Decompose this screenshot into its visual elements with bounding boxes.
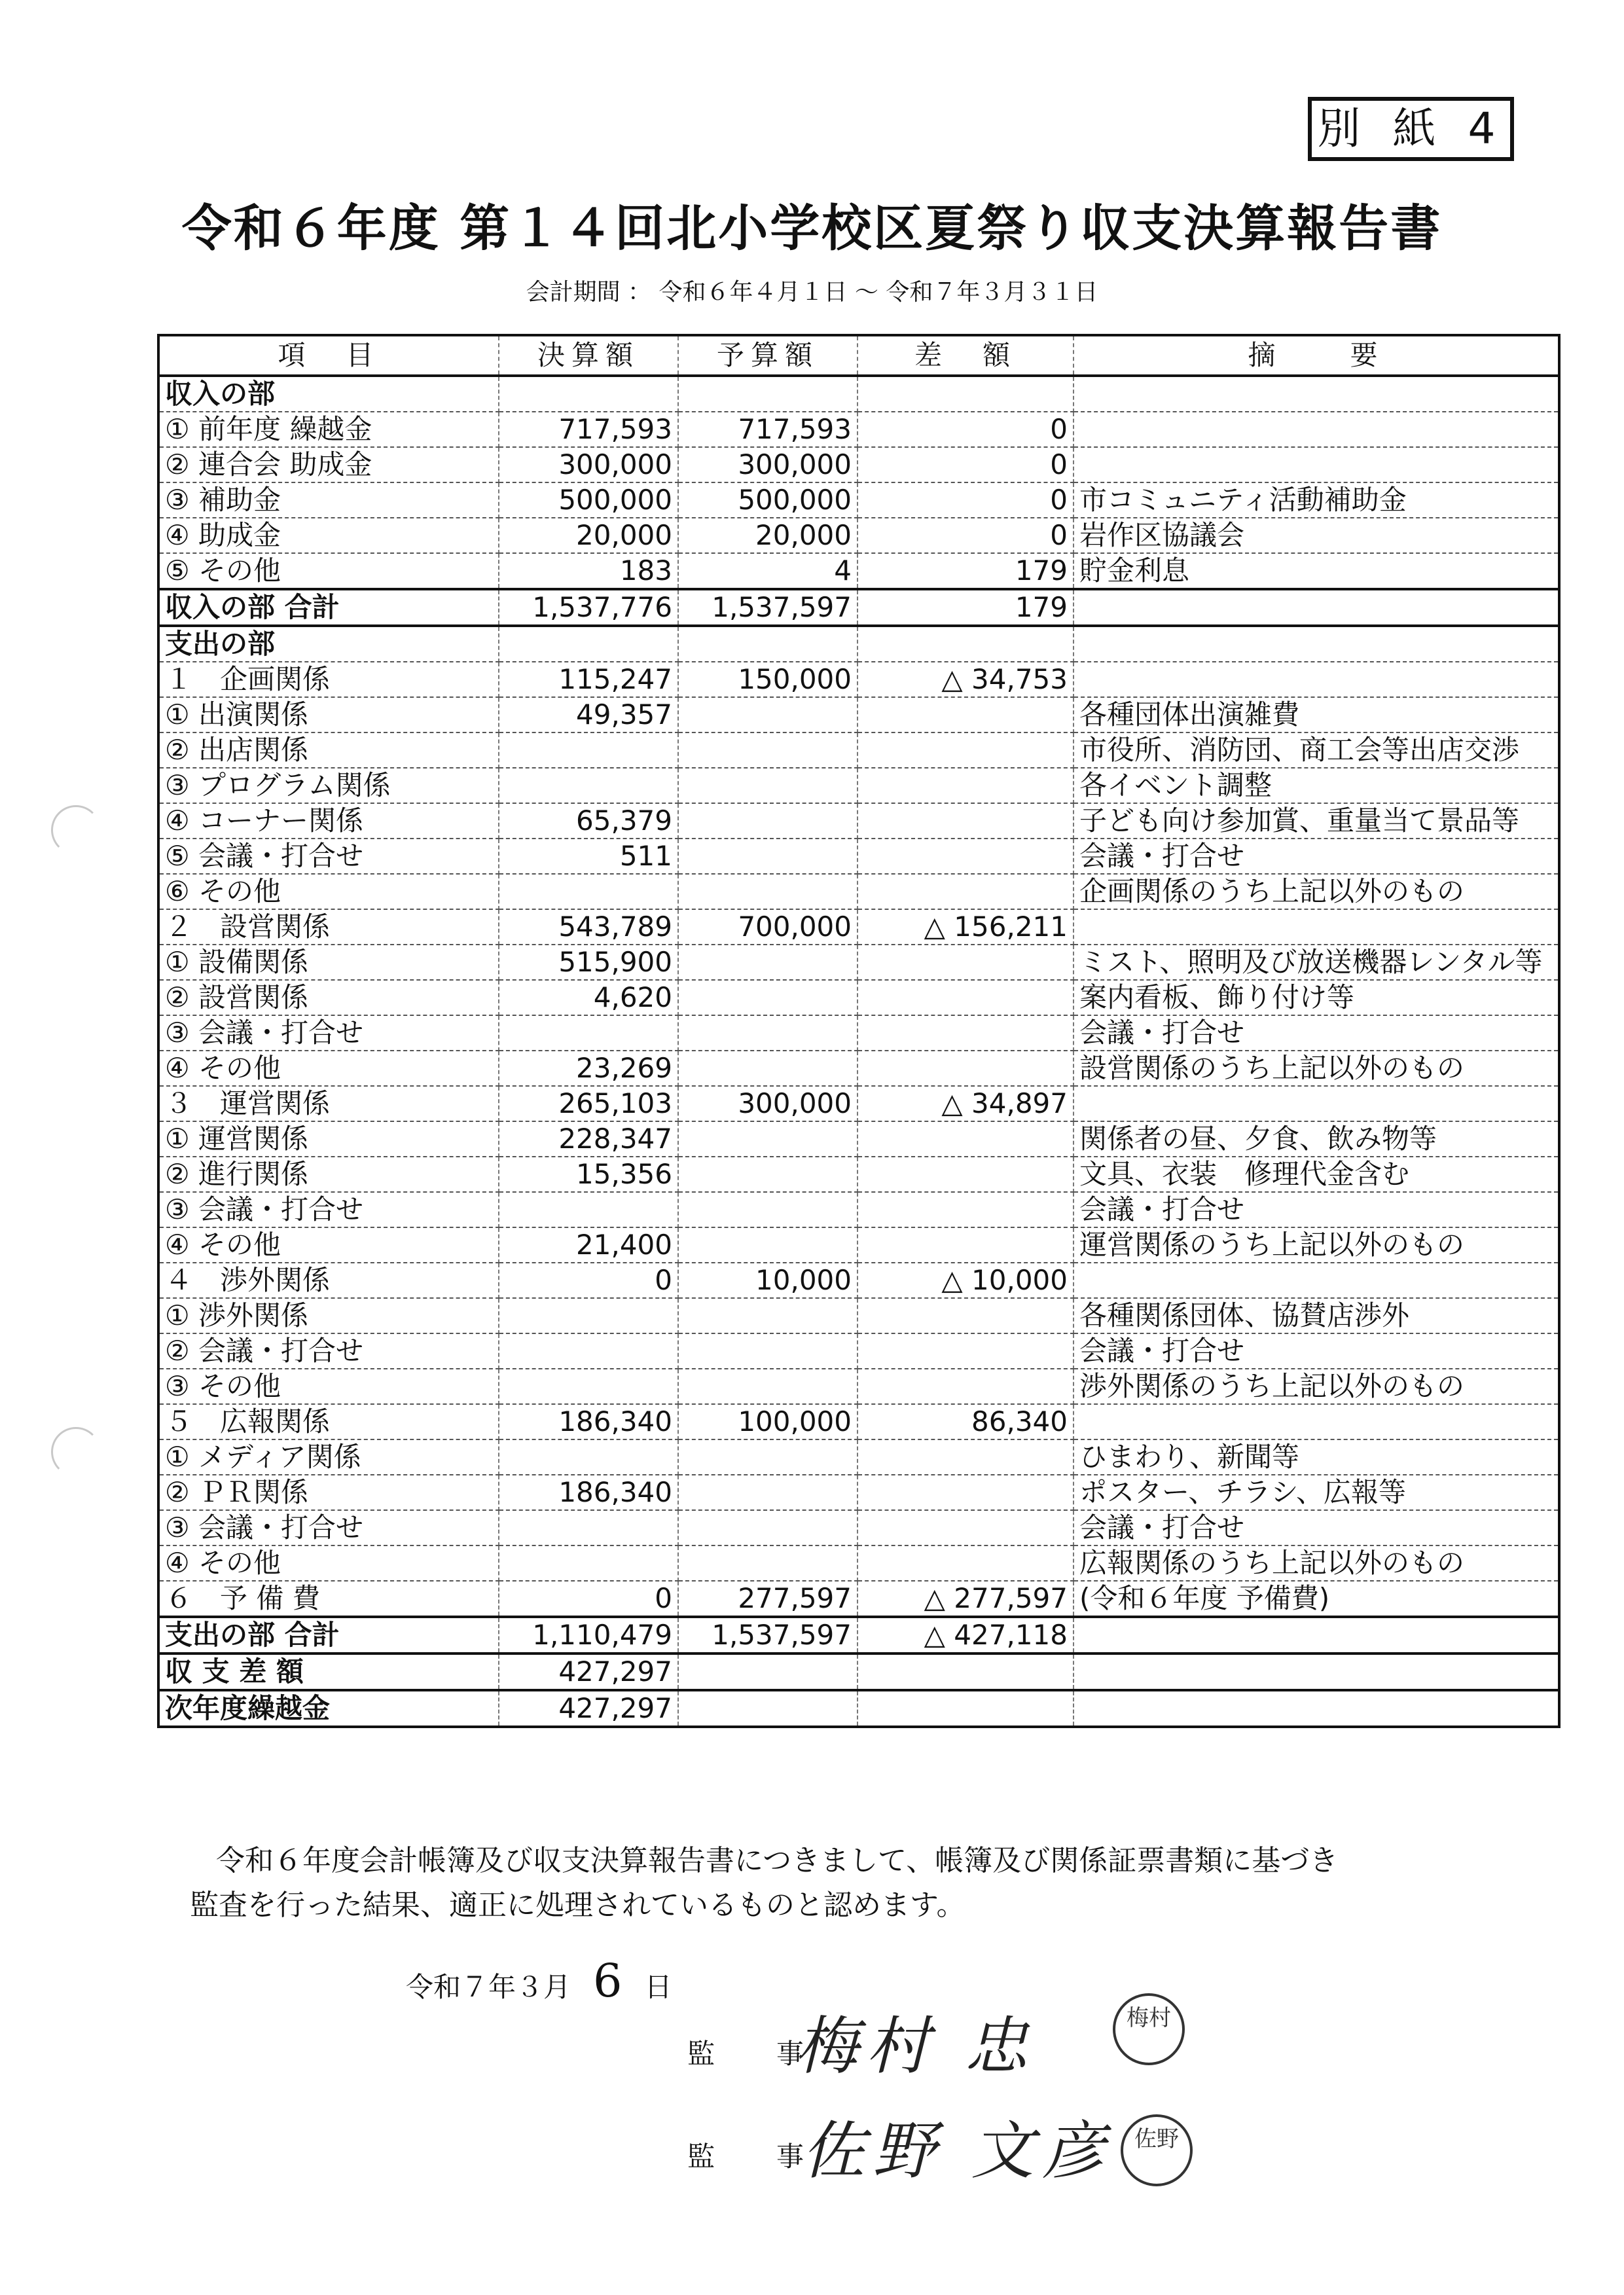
- cell-difference: [857, 697, 1074, 732]
- cell-difference: [857, 1192, 1074, 1227]
- report-title: 令和６年度 第１４回北小学校区夏祭り収支決算報告書: [181, 199, 1443, 257]
- cell-budget: 150,000: [678, 662, 857, 697]
- cell-difference: 0: [857, 412, 1074, 447]
- table-row: [158, 1333, 1559, 1369]
- cell-budget: [678, 1545, 857, 1581]
- cell-budget: [678, 803, 857, 839]
- cell-item: ⑤ 会議・打合せ: [158, 839, 499, 874]
- cell-actual: [499, 768, 678, 803]
- accounting-period: 会計期間 ： 令和６年４月１日 ～ 令和７年３月３１日: [526, 279, 1098, 306]
- cell-difference: [857, 803, 1074, 839]
- cell-item: ③ 会議・打合せ: [158, 1510, 499, 1545]
- cell-actual: 20,000: [499, 518, 678, 553]
- cell-item: ③ 補助金: [158, 482, 499, 518]
- cell-actual: 543,789: [499, 909, 678, 945]
- cell-item: ③ 会議・打合せ: [158, 1015, 499, 1051]
- cell-notes: 各種関係団体、協賛店渉外: [1074, 1298, 1559, 1333]
- table-row: [158, 1157, 1559, 1192]
- cell-budget: [678, 1333, 857, 1369]
- cell-budget: [678, 376, 857, 412]
- cell-budget: [678, 839, 857, 874]
- cell-notes: 企画関係のうち上記以外のもの: [1074, 874, 1559, 909]
- auditor-1-role: 監 事: [687, 2038, 821, 2070]
- cell-item: 支出の部: [158, 626, 499, 662]
- table-row: [158, 768, 1559, 803]
- cell-notes: 貯金利息: [1074, 553, 1559, 589]
- cell-notes: [1074, 626, 1559, 662]
- cell-difference: [857, 945, 1074, 980]
- cell-actual: [499, 1333, 678, 1369]
- cell-budget: [678, 980, 857, 1015]
- certification-date: [406, 1954, 672, 2008]
- cell-actual: [499, 1545, 678, 1581]
- cell-notes: 案内看板、飾り付け等: [1074, 980, 1559, 1015]
- cell-item: 収入の部 合計: [158, 589, 499, 626]
- cell-actual: 115,247: [499, 662, 678, 697]
- cell-item: ① 前年度 繰越金: [158, 412, 499, 447]
- cell-actual: [499, 874, 678, 909]
- cell-difference: 0: [857, 447, 1074, 482]
- table-row: [158, 1404, 1559, 1439]
- cell-difference: △ 34,753: [857, 662, 1074, 697]
- cell-budget: [678, 945, 857, 980]
- auditor-1-seal: 梅村: [1113, 1993, 1185, 2065]
- cell-difference: △ 10,000: [857, 1263, 1074, 1298]
- cell-item: ③ 会議・打合せ: [158, 1192, 499, 1227]
- table-row: [158, 412, 1559, 447]
- cell-actual: 300,000: [499, 447, 678, 482]
- table-row: [158, 1690, 1559, 1727]
- cell-item: ４ 渉外関係: [158, 1263, 499, 1298]
- cell-item: ② 連合会 助成金: [158, 447, 499, 482]
- table-row: [158, 1475, 1559, 1510]
- cell-budget: [678, 874, 857, 909]
- cell-item: ① 渉外関係: [158, 1298, 499, 1333]
- cell-difference: [857, 1227, 1074, 1263]
- cell-difference: △ 277,597: [857, 1581, 1074, 1617]
- table-row: [158, 662, 1559, 697]
- cell-item: ⑤ その他: [158, 553, 499, 589]
- cell-notes: [1074, 1690, 1559, 1727]
- cell-budget: [678, 1051, 857, 1086]
- cell-notes: 各種団体出演雑費: [1074, 697, 1559, 732]
- attachment-label: 別 紙 4: [1308, 97, 1514, 161]
- cell-item: １ 企画関係: [158, 662, 499, 697]
- table-row: [158, 697, 1559, 732]
- cell-notes: [1074, 1086, 1559, 1121]
- table-row: [158, 1510, 1559, 1545]
- cell-difference: [857, 768, 1074, 803]
- table-row: [158, 482, 1559, 518]
- table-row: [158, 626, 1559, 662]
- cell-difference: 179: [857, 589, 1074, 626]
- auditor-2-signature: 佐野 文彦: [802, 2114, 1113, 2188]
- cell-notes: [1074, 1617, 1559, 1653]
- cell-item: ② 会議・打合せ: [158, 1333, 499, 1369]
- cell-item: ④ 助成金: [158, 518, 499, 553]
- cell-item: ① メディア関係: [158, 1439, 499, 1475]
- auditor-2-role: 監 事: [687, 2141, 821, 2173]
- cell-budget: 1,537,597: [678, 589, 857, 626]
- cell-item: ⑥ その他: [158, 874, 499, 909]
- cell-actual: 0: [499, 1581, 678, 1617]
- cell-budget: [678, 1510, 857, 1545]
- cell-notes: 会議・打合せ: [1074, 1510, 1559, 1545]
- cell-notes: 会議・打合せ: [1074, 839, 1559, 874]
- table-row: [158, 1015, 1559, 1051]
- header-budget: 予算額: [678, 335, 857, 376]
- cell-notes: 渉外関係のうち上記以外のもの: [1074, 1369, 1559, 1404]
- cell-difference: [857, 980, 1074, 1015]
- cell-budget: 300,000: [678, 1086, 857, 1121]
- cell-actual: [499, 1510, 678, 1545]
- table-row: [158, 980, 1559, 1015]
- cell-actual: 183: [499, 553, 678, 589]
- cell-difference: [857, 1015, 1074, 1051]
- cell-item: ② ＰＲ関係: [158, 1475, 499, 1510]
- cell-actual: 4,620: [499, 980, 678, 1015]
- cell-difference: △ 427,118: [857, 1617, 1074, 1653]
- table-row: [158, 803, 1559, 839]
- cell-difference: 86,340: [857, 1404, 1074, 1439]
- cell-budget: 300,000: [678, 447, 857, 482]
- cell-difference: 179: [857, 553, 1074, 589]
- cell-actual: 23,269: [499, 1051, 678, 1086]
- cell-difference: [857, 1653, 1074, 1690]
- cell-budget: [678, 732, 857, 768]
- cell-notes: 市コミュニティ活動補助金: [1074, 482, 1559, 518]
- cell-budget: [678, 1227, 857, 1263]
- auditor-2-seal: 佐野: [1121, 2114, 1193, 2186]
- table-row: [158, 839, 1559, 874]
- cell-actual: [499, 1015, 678, 1051]
- cell-budget: [678, 1157, 857, 1192]
- table-row: [158, 1192, 1559, 1227]
- cell-difference: [857, 1690, 1074, 1727]
- table-row: [158, 376, 1559, 412]
- punch-hole-top: [51, 805, 101, 855]
- cell-notes: [1074, 662, 1559, 697]
- cell-budget: [678, 1475, 857, 1510]
- punch-hole-bottom: [51, 1427, 101, 1477]
- settlement-table: [157, 334, 1561, 1728]
- cell-actual: 500,000: [499, 482, 678, 518]
- header-actual: 決算額: [499, 335, 678, 376]
- cell-actual: [499, 1439, 678, 1475]
- table-row: [158, 1227, 1559, 1263]
- cell-notes: 市役所、消防団、商工会等出店交渉: [1074, 732, 1559, 768]
- cell-budget: 10,000: [678, 1263, 857, 1298]
- cell-actual: 228,347: [499, 1121, 678, 1157]
- cell-actual: 717,593: [499, 412, 678, 447]
- cell-difference: [857, 1051, 1074, 1086]
- table-row: [158, 1581, 1559, 1617]
- cell-actual: 1,537,776: [499, 589, 678, 626]
- cell-notes: 会議・打合せ: [1074, 1192, 1559, 1227]
- cell-notes: 各イベント調整: [1074, 768, 1559, 803]
- table-row: [158, 1051, 1559, 1086]
- table-row: [158, 589, 1559, 626]
- cell-budget: [678, 697, 857, 732]
- cell-item: ② 設営関係: [158, 980, 499, 1015]
- table-row: [158, 1369, 1559, 1404]
- cell-item: 収入の部: [158, 376, 499, 412]
- table-row: [158, 909, 1559, 945]
- cell-budget: 277,597: [678, 1581, 857, 1617]
- cell-budget: [678, 1192, 857, 1227]
- cell-actual: [499, 376, 678, 412]
- table-body: [158, 376, 1559, 1727]
- cell-notes: [1074, 589, 1559, 626]
- cell-actual: [499, 732, 678, 768]
- cell-notes: [1074, 1653, 1559, 1690]
- certification-line-2: 監査を行った結果、適正に処理されているものと認めます。: [190, 1888, 965, 1922]
- cell-notes: [1074, 1263, 1559, 1298]
- cell-actual: 427,297: [499, 1690, 678, 1727]
- table-row: [158, 732, 1559, 768]
- cell-actual: 427,297: [499, 1653, 678, 1690]
- cell-difference: △ 34,897: [857, 1086, 1074, 1121]
- cell-item: ③ その他: [158, 1369, 499, 1404]
- cell-actual: 0: [499, 1263, 678, 1298]
- table-row: [158, 518, 1559, 553]
- table-row: [158, 1121, 1559, 1157]
- cell-item: 収 支 差 額: [158, 1653, 499, 1690]
- table-row: [158, 1263, 1559, 1298]
- cell-budget: 500,000: [678, 482, 857, 518]
- cell-difference: [857, 1333, 1074, 1369]
- cell-item: ① 設備関係: [158, 945, 499, 980]
- table-row: [158, 1617, 1559, 1653]
- table-row: [158, 1086, 1559, 1121]
- cell-difference: [857, 874, 1074, 909]
- cell-budget: [678, 1653, 857, 1690]
- cell-difference: [857, 1369, 1074, 1404]
- cell-difference: [857, 1475, 1074, 1510]
- cell-item: ６ 予 備 費: [158, 1581, 499, 1617]
- table-row: [158, 447, 1559, 482]
- cell-actual: 21,400: [499, 1227, 678, 1263]
- cell-difference: [857, 626, 1074, 662]
- cell-notes: [1074, 909, 1559, 945]
- table-row: [158, 553, 1559, 589]
- cell-actual: 65,379: [499, 803, 678, 839]
- date-suffix: 日: [644, 1971, 672, 2003]
- date-prefix: 令和７年３月: [406, 1971, 571, 2003]
- cell-item: ③ プログラム関係: [158, 768, 499, 803]
- cell-budget: [678, 1369, 857, 1404]
- cell-difference: [857, 839, 1074, 874]
- cell-budget: [678, 1690, 857, 1727]
- cell-notes: 文具、衣装 修理代金含む: [1074, 1157, 1559, 1192]
- cell-notes: ひまわり、新聞等: [1074, 1439, 1559, 1475]
- cell-budget: 717,593: [678, 412, 857, 447]
- cell-difference: [857, 1510, 1074, 1545]
- cell-actual: 515,900: [499, 945, 678, 980]
- table-row: [158, 1653, 1559, 1690]
- cell-item: ５ 広報関係: [158, 1404, 499, 1439]
- table-row: [158, 945, 1559, 980]
- cell-item: ② 進行関係: [158, 1157, 499, 1192]
- cell-difference: [857, 732, 1074, 768]
- cell-notes: 会議・打合せ: [1074, 1333, 1559, 1369]
- cell-actual: 15,356: [499, 1157, 678, 1192]
- cell-notes: (令和６年度 予備費): [1074, 1581, 1559, 1617]
- table-header-row: [158, 335, 1559, 376]
- cell-budget: [678, 626, 857, 662]
- header-notes: 摘 要: [1074, 335, 1559, 376]
- cell-notes: 岩作区協議会: [1074, 518, 1559, 553]
- cell-budget: [678, 1439, 857, 1475]
- cell-item: ④ その他: [158, 1545, 499, 1581]
- cell-actual: [499, 1192, 678, 1227]
- cell-budget: 20,000: [678, 518, 857, 553]
- cell-notes: 子ども向け参加賞、重量当て景品等: [1074, 803, 1559, 839]
- cell-notes: ミスト、照明及び放送機器レンタル等: [1074, 945, 1559, 980]
- cell-notes: [1074, 447, 1559, 482]
- cell-item: ２ 設営関係: [158, 909, 499, 945]
- cell-budget: [678, 1015, 857, 1051]
- cell-difference: △ 156,211: [857, 909, 1074, 945]
- cell-actual: 49,357: [499, 697, 678, 732]
- table-row: [158, 874, 1559, 909]
- auditor-1-signature: 梅村 忠: [795, 2010, 1036, 2083]
- cell-actual: 186,340: [499, 1404, 678, 1439]
- cell-budget: 1,537,597: [678, 1617, 857, 1653]
- cell-notes: 関係者の昼、夕食、飲み物等: [1074, 1121, 1559, 1157]
- cell-actual: 186,340: [499, 1475, 678, 1510]
- cell-difference: [857, 376, 1074, 412]
- cell-notes: ポスター、チラシ、広報等: [1074, 1475, 1559, 1510]
- table-row: [158, 1298, 1559, 1333]
- table-row: [158, 1439, 1559, 1475]
- cell-notes: [1074, 412, 1559, 447]
- cell-actual: 265,103: [499, 1086, 678, 1121]
- cell-notes: 広報関係のうち上記以外のもの: [1074, 1545, 1559, 1581]
- cell-budget: 100,000: [678, 1404, 857, 1439]
- cell-actual: 1,110,479: [499, 1617, 678, 1653]
- cell-item: ④ コーナー関係: [158, 803, 499, 839]
- cell-difference: [857, 1298, 1074, 1333]
- cell-item: ④ その他: [158, 1051, 499, 1086]
- cell-difference: 0: [857, 482, 1074, 518]
- cell-item: 次年度繰越金: [158, 1690, 499, 1727]
- cell-budget: 700,000: [678, 909, 857, 945]
- cell-difference: [857, 1439, 1074, 1475]
- cell-budget: [678, 1298, 857, 1333]
- cell-item: ④ その他: [158, 1227, 499, 1263]
- cell-actual: [499, 626, 678, 662]
- cell-item: 支出の部 合計: [158, 1617, 499, 1653]
- header-item: 項 目: [158, 335, 499, 376]
- cell-actual: 511: [499, 839, 678, 874]
- table-row: [158, 1545, 1559, 1581]
- cell-notes: [1074, 1404, 1559, 1439]
- cell-notes: [1074, 376, 1559, 412]
- cell-difference: [857, 1157, 1074, 1192]
- cell-item: ① 出演関係: [158, 697, 499, 732]
- cell-budget: 4: [678, 553, 857, 589]
- cell-item: ① 運営関係: [158, 1121, 499, 1157]
- cell-difference: 0: [857, 518, 1074, 553]
- cell-budget: [678, 1121, 857, 1157]
- cell-item: ② 出店関係: [158, 732, 499, 768]
- cell-notes: 設営関係のうち上記以外のもの: [1074, 1051, 1559, 1086]
- cell-difference: [857, 1545, 1074, 1581]
- cell-budget: [678, 768, 857, 803]
- header-difference: 差 額: [857, 335, 1074, 376]
- certification-line-1: 令和６年度会計帳簿及び収支決算報告書につきまして、帳簿及び関係証票書類に基づき: [216, 1844, 1339, 1877]
- cell-item: ３ 運営関係: [158, 1086, 499, 1121]
- date-day: 6: [593, 1954, 623, 2008]
- cell-notes: 運営関係のうち上記以外のもの: [1074, 1227, 1559, 1263]
- cell-notes: 会議・打合せ: [1074, 1015, 1559, 1051]
- cell-actual: [499, 1369, 678, 1404]
- cell-actual: [499, 1298, 678, 1333]
- cell-difference: [857, 1121, 1074, 1157]
